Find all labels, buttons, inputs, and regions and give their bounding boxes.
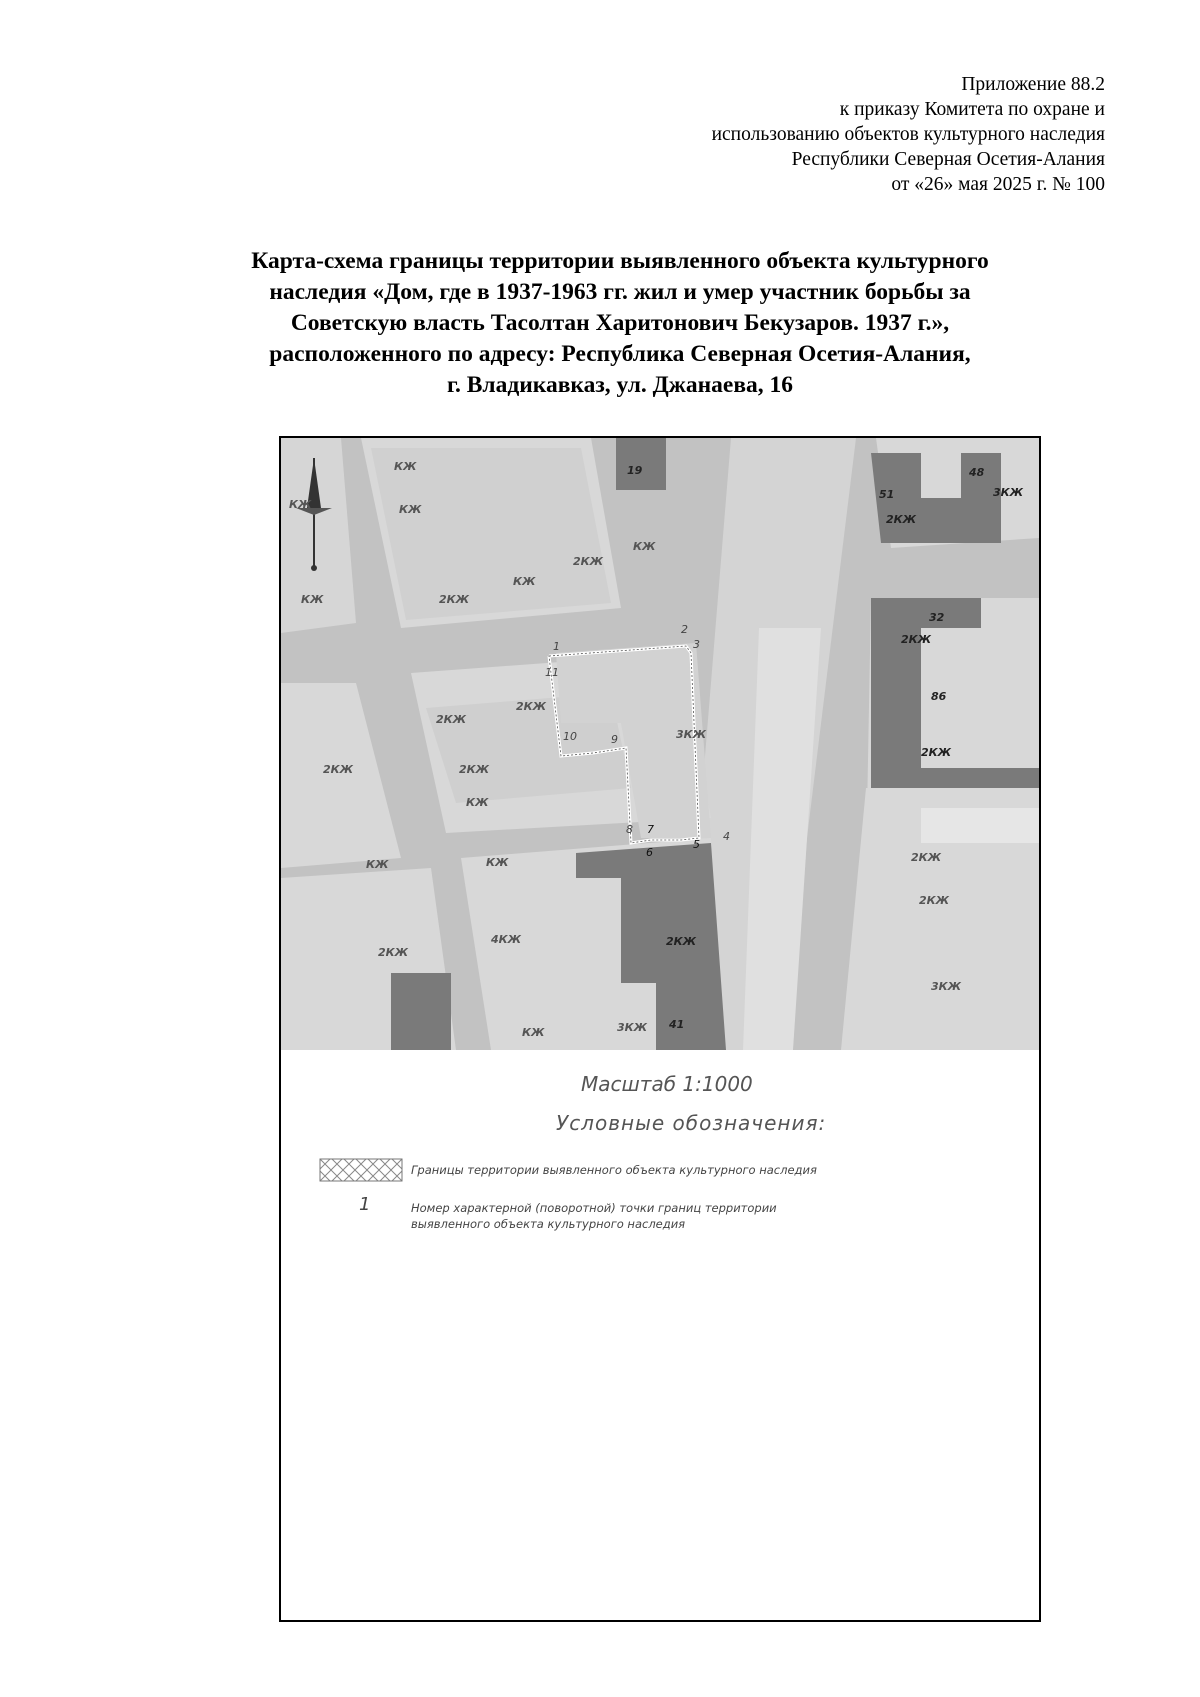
building-label: 2КЖ bbox=[439, 593, 470, 606]
building-label: 2КЖ bbox=[323, 763, 354, 776]
site-map bbox=[281, 438, 1039, 1050]
header-line: от «26» мая 2025 г. № 100 bbox=[891, 174, 1105, 195]
building-label: 2КЖ bbox=[886, 513, 917, 526]
legend-point-text bbox=[411, 1200, 777, 1232]
map-scale: Масштаб 1:1000 bbox=[581, 1072, 753, 1096]
building-label: 2КЖ bbox=[573, 555, 604, 568]
building bbox=[921, 808, 1039, 843]
map-frame bbox=[279, 436, 1041, 1622]
building-label: 2КЖ bbox=[921, 746, 952, 759]
title-line: г. Владикавказ, ул. Джанаева, 16 bbox=[446, 372, 794, 398]
point-label: 5 bbox=[693, 838, 700, 851]
building-label: 41 bbox=[669, 1018, 685, 1031]
building-label: КЖ bbox=[522, 1026, 545, 1039]
header-line: к приказу Комитета по охране и bbox=[839, 99, 1105, 120]
building-label: 32 bbox=[929, 611, 945, 624]
point-label: 9 bbox=[611, 733, 618, 746]
building-label: 4КЖ bbox=[491, 933, 522, 946]
building-label: КЖ bbox=[513, 575, 536, 588]
appendix-header bbox=[545, 72, 1105, 197]
building-label: КЖ bbox=[466, 796, 489, 809]
building-label: КЖ bbox=[486, 856, 509, 869]
legend-title: Условные обозначения: bbox=[556, 1111, 827, 1135]
building-label: 19 bbox=[627, 464, 643, 477]
legend-point-line: Номер характерной (поворотной) точки границ территории bbox=[411, 1201, 777, 1215]
building-label: 2КЖ bbox=[911, 851, 942, 864]
building-label: КЖ bbox=[399, 503, 422, 516]
courtyard bbox=[921, 453, 961, 498]
header-line: Приложение 88.2 bbox=[961, 74, 1105, 95]
title-line: расположенного по адресу: Республика Северная Осетия-Алания, bbox=[269, 341, 971, 367]
building-label: 3КЖ bbox=[993, 486, 1024, 499]
point-label: 2 bbox=[681, 623, 688, 636]
building-label: 2КЖ bbox=[378, 946, 409, 959]
building-label: 2КЖ bbox=[436, 713, 467, 726]
legend-boundary-text: Границы территории выявленного объекта культурного наследия bbox=[411, 1163, 817, 1177]
title-line: Карта-схема границы территории выявленного объекта культурного bbox=[251, 248, 989, 274]
building-label: 2КЖ bbox=[459, 763, 490, 776]
point-label: 3 bbox=[693, 638, 700, 651]
point-label: 4 bbox=[723, 830, 730, 843]
point-label: 7 bbox=[647, 823, 654, 836]
building-label: КЖ bbox=[366, 858, 389, 871]
document-title bbox=[160, 246, 1080, 401]
point-label: 1 bbox=[553, 640, 560, 653]
city-block bbox=[371, 448, 611, 620]
point-sample-label: 1 bbox=[359, 1194, 371, 1215]
building-label: 2КЖ bbox=[516, 700, 547, 713]
building-label: КЖ bbox=[394, 460, 417, 473]
building-label: КЖ bbox=[289, 498, 312, 511]
building-label: 3КЖ bbox=[931, 980, 962, 993]
title-line: наследия «Дом, где в 1937-1963 гг. жил и умер участник борьбы за bbox=[269, 279, 971, 305]
point-label: 11 bbox=[545, 666, 559, 679]
building-label: 2КЖ bbox=[919, 894, 950, 907]
building-label: 2КЖ bbox=[901, 633, 932, 646]
legend-point-line: выявленного объекта культурного наследия bbox=[411, 1217, 686, 1231]
building-label: КЖ bbox=[633, 540, 656, 553]
title-line: Советскую власть Тасолтан Харитонович Бекузаров. 1937 г.», bbox=[290, 310, 950, 336]
point-label: 6 bbox=[646, 846, 653, 859]
point-label: 10 bbox=[563, 730, 577, 743]
building-label: 2КЖ bbox=[666, 935, 697, 948]
header-line: использованию объектов культурного наследия bbox=[711, 124, 1105, 145]
building-label: 3КЖ bbox=[617, 1021, 648, 1034]
building-label: КЖ bbox=[301, 593, 324, 606]
building-label: 3КЖ bbox=[676, 728, 707, 741]
boundary-hatch-icon bbox=[319, 1158, 403, 1182]
building-label: 51 bbox=[879, 488, 895, 501]
header-line: Республики Северная Осетия-Алания bbox=[791, 149, 1105, 170]
building-label: 48 bbox=[969, 466, 985, 479]
building bbox=[391, 973, 451, 1050]
building-label: 86 bbox=[931, 690, 947, 703]
point-label: 8 bbox=[626, 823, 633, 836]
